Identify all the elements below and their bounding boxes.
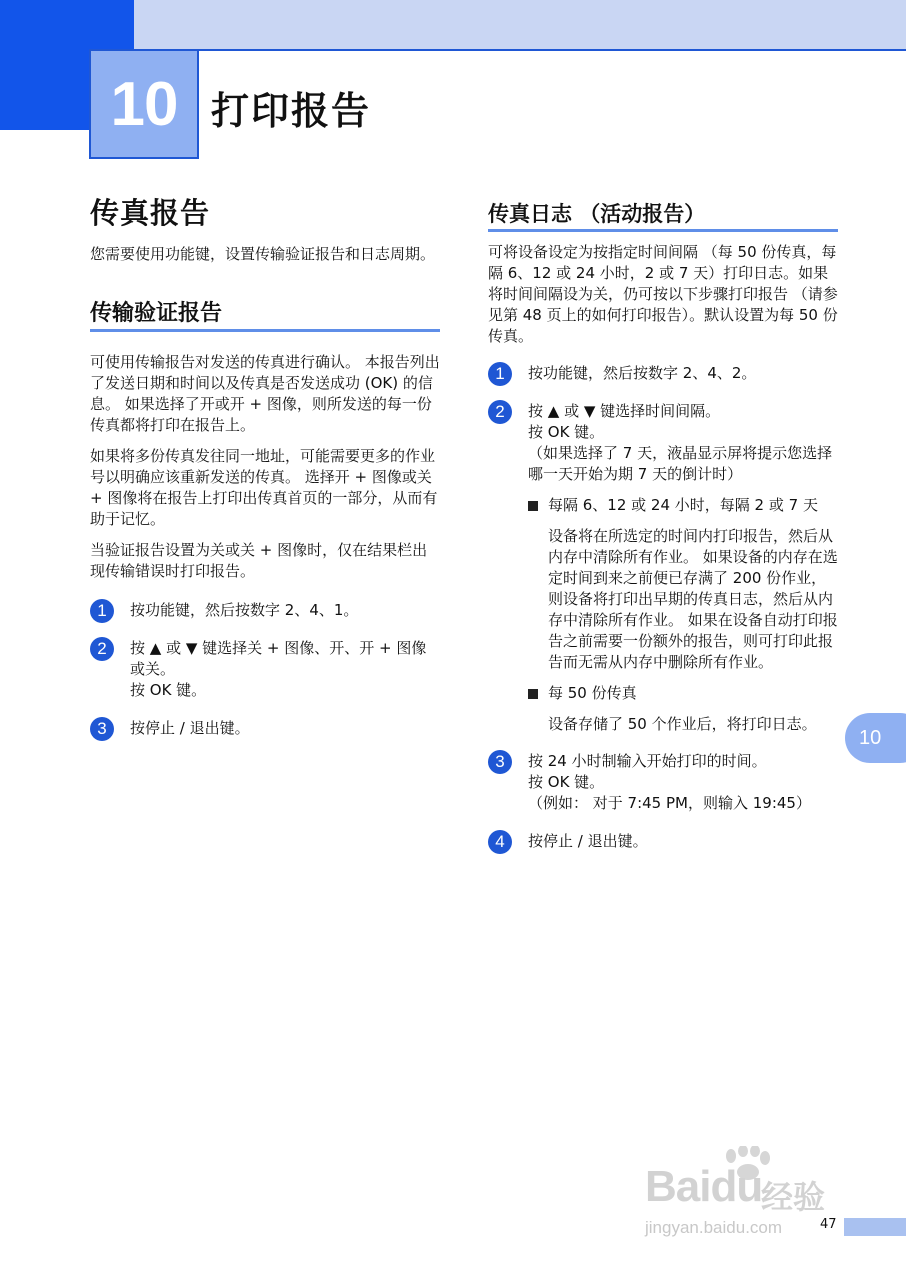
step-text-example: （例如： 对于 7:45 PM，则输入 19:45）	[528, 794, 811, 812]
header-band	[0, 0, 906, 51]
step-text: 按停止 / 退出键。	[528, 832, 648, 850]
right-column	[488, 204, 838, 852]
step-number-icon: 3	[488, 750, 512, 774]
right-step-2	[488, 401, 838, 735]
step-text-ok: 按 OK 键。	[528, 773, 605, 791]
step-number-icon: 2	[90, 637, 114, 661]
step-text: 按功能键，然后按数字 2、4、1。	[130, 601, 359, 619]
chapter-title: 打印报告	[211, 89, 372, 133]
step-text-ok: 按 OK 键。	[528, 423, 605, 441]
transmission-para-1: 可使用传输报告对发送的传真进行确认。 本报告列出了发送日期和时间以及传真是否发送成功 (OK) 的信息。 如果选择了开或开 + 图像，则所发送的每一份传真都将打印在报告上。	[90, 353, 440, 434]
footer-band	[844, 1218, 906, 1236]
chapter-number: 10	[89, 49, 199, 159]
watermark-logo: Baidu	[645, 1162, 763, 1211]
step-text-ok: 按 OK 键。	[130, 681, 207, 699]
step-number-icon: 1	[488, 362, 512, 386]
step-number-icon: 4	[488, 830, 512, 854]
step-text: 按功能键，然后按数字 2、4、2。	[528, 364, 757, 382]
bullet-square-icon	[528, 689, 538, 699]
chapter-side-tab: 10	[845, 713, 906, 763]
page-number: 47	[820, 1217, 837, 1232]
step-text-note: （如果选择了 7 天，液晶显示屏将提示您选择哪一天开始为期 7 天的倒计时）	[528, 444, 833, 483]
fax-report-intro: 您需要使用功能键，设置传输验证报告和日志周期。	[90, 245, 436, 263]
bullet-square-icon	[528, 501, 538, 511]
watermark-cn: 经验	[761, 1178, 826, 1216]
step-number-icon: 2	[488, 400, 512, 424]
option-description: 设备将在所选定的时间内打印报告，然后从内存中清除所有作业。 如果设备的内存在选定时间到来之前便已存满了 200 份作业，则设备将打印出早期的传真日志，然后从内存中清除所有作业。 如果在设备自动打印报告之前需要一份额外的报告，则可打印此报告而无需从内存中删除所有作业。	[548, 527, 838, 671]
option-label: 每 50 份传真	[548, 684, 637, 702]
step-text: 按停止 / 退出键。	[130, 719, 250, 737]
step-number-icon: 3	[90, 717, 114, 741]
fax-journal-intro: 可将设备设定为按指定时间间隔 （每 50 份传真，每隔 6、12 或 24 小时，2 或 7 天）打印日志。如果将时间间隔设为关，仍可按以下步骤打印报告 （请参见第 48 页上的如何打印报告）。默认设置为每 50 份传真。	[488, 243, 838, 345]
option-description: 设备存储了 50 个作业后，将打印日志。	[548, 715, 817, 733]
section-title-transmission-report: 传输验证报告	[90, 303, 440, 332]
interval-option-50-faxes	[528, 683, 838, 735]
transmission-para-2: 如果将多份传真发往同一地址，可能需要更多的作业号以明确应该重新发送的传真。 选择开 + 图像或关 + 图像将在报告上打印出传真首页的一部分，从而有助于记忆。	[90, 447, 438, 528]
right-step-1	[488, 363, 838, 384]
left-step-3	[90, 718, 440, 739]
transmission-para-3: 当验证报告设置为关或关 + 图像时，仅在结果栏出现传输错误时打印报告。	[90, 541, 428, 580]
interval-option-hours	[528, 495, 838, 673]
right-step-4	[488, 831, 838, 852]
step-number-icon: 1	[90, 599, 114, 623]
left-step-1	[90, 600, 440, 621]
left-column	[90, 196, 440, 739]
step-text: 按 ▲ 或 ▼ 键选择关 + 图像、开、开 + 图像或关。	[130, 639, 427, 678]
section-title-fax-report: 传真报告	[90, 196, 211, 230]
section-title-fax-journal: 传真日志 （活动报告）	[488, 204, 838, 232]
step-text: 按 ▲ 或 ▼ 键选择时间间隔。	[528, 402, 721, 420]
left-step-2	[90, 638, 440, 701]
right-step-3	[488, 751, 838, 814]
option-label: 每隔 6、12 或 24 小时，每隔 2 或 7 天	[548, 496, 818, 514]
watermark-url: jingyan.baidu.com	[645, 1218, 783, 1237]
step-text: 按 24 小时制输入开始打印的时间。	[528, 752, 767, 770]
